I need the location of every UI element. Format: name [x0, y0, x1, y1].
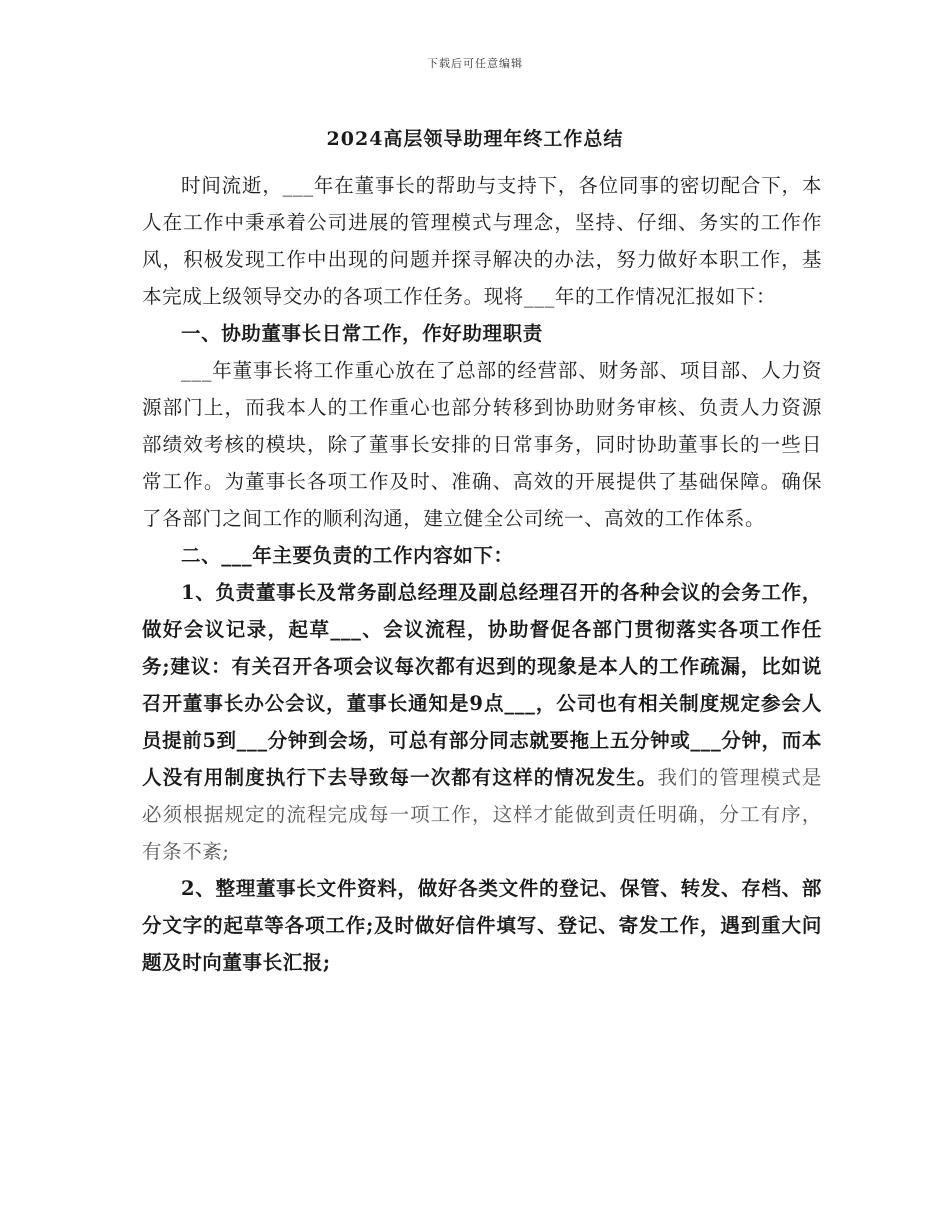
intro-paragraph: 时间流逝，___年在董事长的帮助与支持下，各位同事的密切配合下，本人在工作中秉承着公司进展的管理模式与理念，坚持、仔细、务实的工作作风，积极发现工作中出现的问题并探寻解决的办法，努力做好本职工作，基本完成上级领导交办的各项工作任务。现将___年的工作情况汇报如下： [142, 174, 822, 308]
item-1-paragraph [142, 574, 822, 870]
item-1-normal-text: 我们的管理模式是必须根据规定的流程完成每一项工作，这样才能做到责任明确，分工有序，有条不紊; [142, 766, 822, 863]
header-note: 下载后可任意编辑 [427, 57, 523, 70]
section-heading-1: 一、协助董事长日常工作，作好助理职责 [181, 322, 543, 345]
item-2-paragraph: 2、整理董事长文件资料，做好各类文件的登记、保管、转发、存档、部分文字的起草等各项工作;及时做好信件填写、登记、寄发工作，遇到重大问题及时向董事长汇报; [142, 877, 822, 974]
document-title: 2024高层领导助理年终工作总结 [326, 128, 624, 150]
item-1-bold-text: 1、负责董事长及常务副总经理及副总经理召开的各种会议的会务工作，做好会议记录，起草___、会议流程，协助督促各部门贯彻落实各项工作任务;建议：有关召开各项会议每次都有迟到的现象是本人的工作疏漏，比如说召开董事长办公会议，董事长通知是9点___，公司也有相关制度规定参会人员提前5到___分钟到会场，可总有部分同志就要拖上五分钟或___分钟，而本人没有用制度执行下去导致每一次都有这样的情况发生。 [142, 581, 822, 789]
section-heading-2: 二、___年主要负责的工作内容如下： [181, 544, 514, 567]
section-1-paragraph: ___年董事长将工作重心放在了总部的经营部、财务部、项目部、人力资源部门上，而我本人的工作重心也部分转移到协助财务审核、负责人力资源部绩效考核的模块，除了董事长安排的日常事务，同时协助董事长的一些日常工作。为董事长各项工作及时、准确、高效的开展提供了基础保障。确保了各部门之间工作的顺利沟通，建立健全公司统一、高效的工作体系。 [142, 359, 822, 530]
document-body [142, 167, 822, 981]
